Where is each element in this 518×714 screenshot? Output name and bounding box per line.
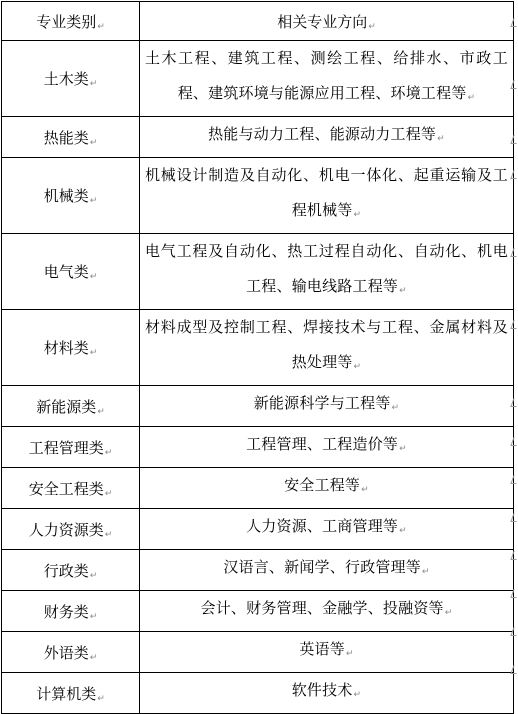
paragraph-mark-icon: ↵ [353,210,362,220]
category-cell [2,386,140,427]
paragraph-mark-icon: ↵ [345,649,354,659]
paragraph-mark-icon: ↵ [89,137,98,148]
category-label: 计算机类 [36,684,97,703]
table-row [2,673,514,714]
table-row [2,427,514,468]
category-cell [2,41,140,117]
direction-text: 机械设计制造及自动化、机电一体化、起重运输及工程机械等 [145,166,508,219]
paragraph-mark-icon: ↵ [97,406,105,417]
paragraph-mark-icon: ↵ [89,79,98,89]
paragraph-mark-icon: ↵ [89,272,98,282]
table-row [2,234,514,310]
direction-cell [140,234,514,310]
direction-cell [140,550,514,591]
category-label: 财务类 [43,602,89,621]
paragraph-mark-icon: ↵ [89,652,98,663]
direction-cell [140,632,514,673]
table-row [2,41,514,117]
paragraph-mark-icon: ↵ [399,286,407,296]
category-cell [2,310,140,386]
paragraph-mark-icon: ↵ [89,570,98,581]
category-label: 安全工程类 [28,479,104,498]
category-cell [2,468,140,509]
paragraph-mark-icon: ↵ [104,488,113,499]
table-header-row [2,2,514,41]
direction-text: 人力资源、工商管理等 [246,517,399,535]
direction-cell [140,509,514,550]
category-label: 材料类 [43,339,89,357]
paragraph-mark-icon: ↵ [361,485,369,495]
majors-table [1,1,514,714]
header-category-cell [2,2,140,41]
direction-text: 新能源科学与工程等 [253,394,391,412]
paragraph-mark-icon: ↵ [391,403,400,413]
direction-text: 热能与动力工程、能源动力工程等 [208,125,437,143]
paragraph-mark-icon: ↵ [104,529,113,540]
category-label: 行政类 [43,561,89,580]
category-label: 外语类 [43,643,89,662]
header-category-label: 专业类别 [36,12,97,31]
paragraph-mark-icon: ↵ [97,21,105,32]
category-label: 机械类 [43,187,89,205]
paragraph-mark-icon: ↵ [104,447,113,458]
direction-cell [140,673,514,714]
category-label: 土木类 [43,70,89,88]
category-cell [2,427,140,468]
table-row [2,117,514,158]
paragraph-mark-icon: ↵ [97,693,105,704]
table-row [2,550,514,591]
paragraph-mark-icon: ↵ [399,444,407,454]
category-cell [2,673,140,714]
direction-text: 汉语言、新闻学、行政管理等 [223,558,421,576]
category-cell [2,550,140,591]
direction-text: 软件技术 [291,681,353,699]
category-cell [2,509,140,550]
paragraph-mark-icon: ↵ [467,93,476,103]
paragraph-mark-icon: ↵ [353,362,362,372]
category-cell [2,117,140,158]
table-row [2,386,514,427]
paragraph-mark-icon: ↵ [89,196,98,206]
direction-text: 工程管理、工程造价等 [246,435,399,453]
direction-text: 英语等 [299,640,345,658]
direction-text: 电气工程及自动化、热工过程自动化、自动化、机电工程、输电线路工程等 [145,242,508,295]
paragraph-mark-icon: ↵ [421,567,430,577]
direction-cell [140,41,514,117]
direction-text: 土木工程、建筑工程、测绘工程、给排水、市政工程、建筑环境与能源应用工程、环境工程等 [145,49,508,102]
category-label: 电气类 [43,263,89,281]
category-cell [2,632,140,673]
category-label: 新能源类 [36,397,97,416]
paragraph-mark-icon: ↵ [89,348,98,358]
table-row [2,468,514,509]
direction-cell [140,158,514,234]
category-label: 热能类 [43,128,89,147]
paragraph-mark-icon: ↵ [353,690,362,700]
direction-text: 会计、财务管理、金融学、投融资等 [200,599,444,617]
paragraph-mark-icon: ↵ [444,608,453,618]
header-direction-cell [140,2,514,41]
table-row [2,509,514,550]
category-cell [2,591,140,632]
table-row [2,310,514,386]
direction-cell [140,591,514,632]
paragraph-mark-icon: ↵ [399,526,407,536]
paragraph-mark-icon: ↵ [437,134,445,144]
header-direction-label: 相关专业方向 [277,12,368,31]
direction-cell [140,310,514,386]
table-row [2,158,514,234]
direction-cell [140,117,514,158]
direction-cell [140,386,514,427]
direction-text: 材料成型及控制工程、焊接技术与工程、金属材料及热处理等 [145,318,508,371]
table-row [2,591,514,632]
direction-text: 安全工程等 [284,476,361,494]
category-cell [2,158,140,234]
paragraph-mark-icon: ↵ [89,611,98,622]
table-row [2,632,514,673]
category-cell [2,234,140,310]
paragraph-mark-icon: ↵ [368,21,376,32]
direction-cell [140,468,514,509]
category-label: 人力资源类 [28,520,104,539]
direction-cell [140,427,514,468]
category-label: 工程管理类 [28,438,104,457]
